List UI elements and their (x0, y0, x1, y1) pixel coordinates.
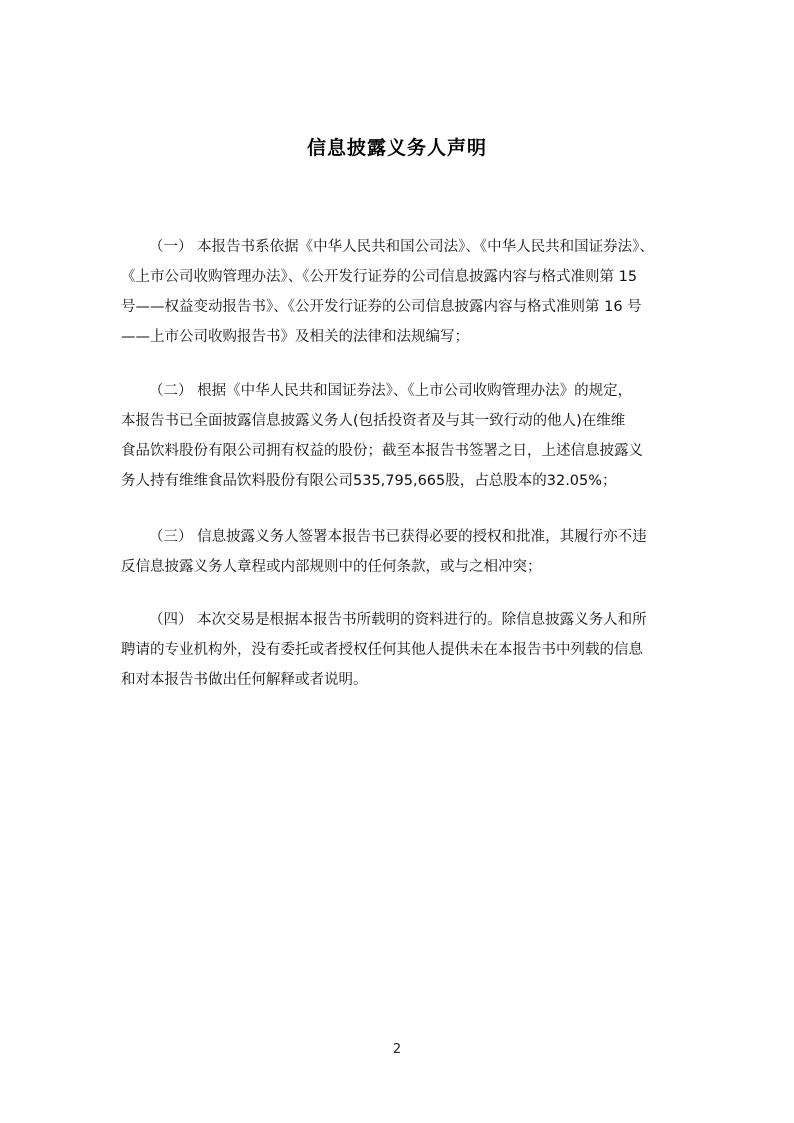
page-title: 信息披露义务人声明 (306, 137, 487, 159)
paragraph-line: （四） 本次交易是根据本报告书所载明的资料进行的。除信息披露义务人和所 (149, 612, 647, 628)
statement-paragraph-1 (121, 232, 689, 352)
paragraph-line: 反信息披露义务人章程或内部规则中的任何条款，或与之相冲突； (121, 559, 542, 575)
page-number: 2 (392, 1042, 402, 1057)
statement-paragraph-3 (121, 522, 689, 582)
paragraph-line: 本报告书已全面披露信息披露义务人(包括投资者及与其一致行动的他人)在维维 (121, 413, 626, 429)
paragraph-line: （三） 信息披露义务人签署本报告书已获得必要的授权和批准，其履行亦不违 (149, 529, 647, 545)
paragraph-line: 聘请的专业机构外，没有委托或者授权任何其他人提供未在本报告书中列载的信息 (121, 642, 643, 658)
paragraph-line: 《上市公司收购管理办法》、《公开发行证券的公司信息披露内容与格式准则第 15 (121, 269, 638, 285)
statement-paragraph-2 (121, 376, 689, 496)
paragraph-line: ——上市公司收购报告书》及相关的法律和法规编写； (121, 329, 469, 345)
paragraph-line: 号——权益变动报告书》、《公开发行证券的公司信息披露内容与格式准则第 16 号 (121, 299, 642, 315)
paragraph-line: （二） 根据《中华人民共和国证券法》、《上市公司收购管理办法》的规定， (149, 383, 633, 399)
paragraph-line: 食品饮料股份有限公司拥有权益的股份；截至本报告书签署之日，上述信息披露义 (121, 443, 643, 459)
statement-paragraph-4 (121, 605, 689, 695)
paragraph-line: 和对本报告书做出任何解释或者说明。 (121, 672, 368, 688)
paragraph-line: 务人持有维维食品饮料股份有限公司535,795,665股，占总股本的32.05%； (121, 473, 617, 489)
paragraph-line: （一） 本报告书系依据《中华人民共和国公司法》、《中华人民共和国证券法》、 (149, 239, 654, 255)
